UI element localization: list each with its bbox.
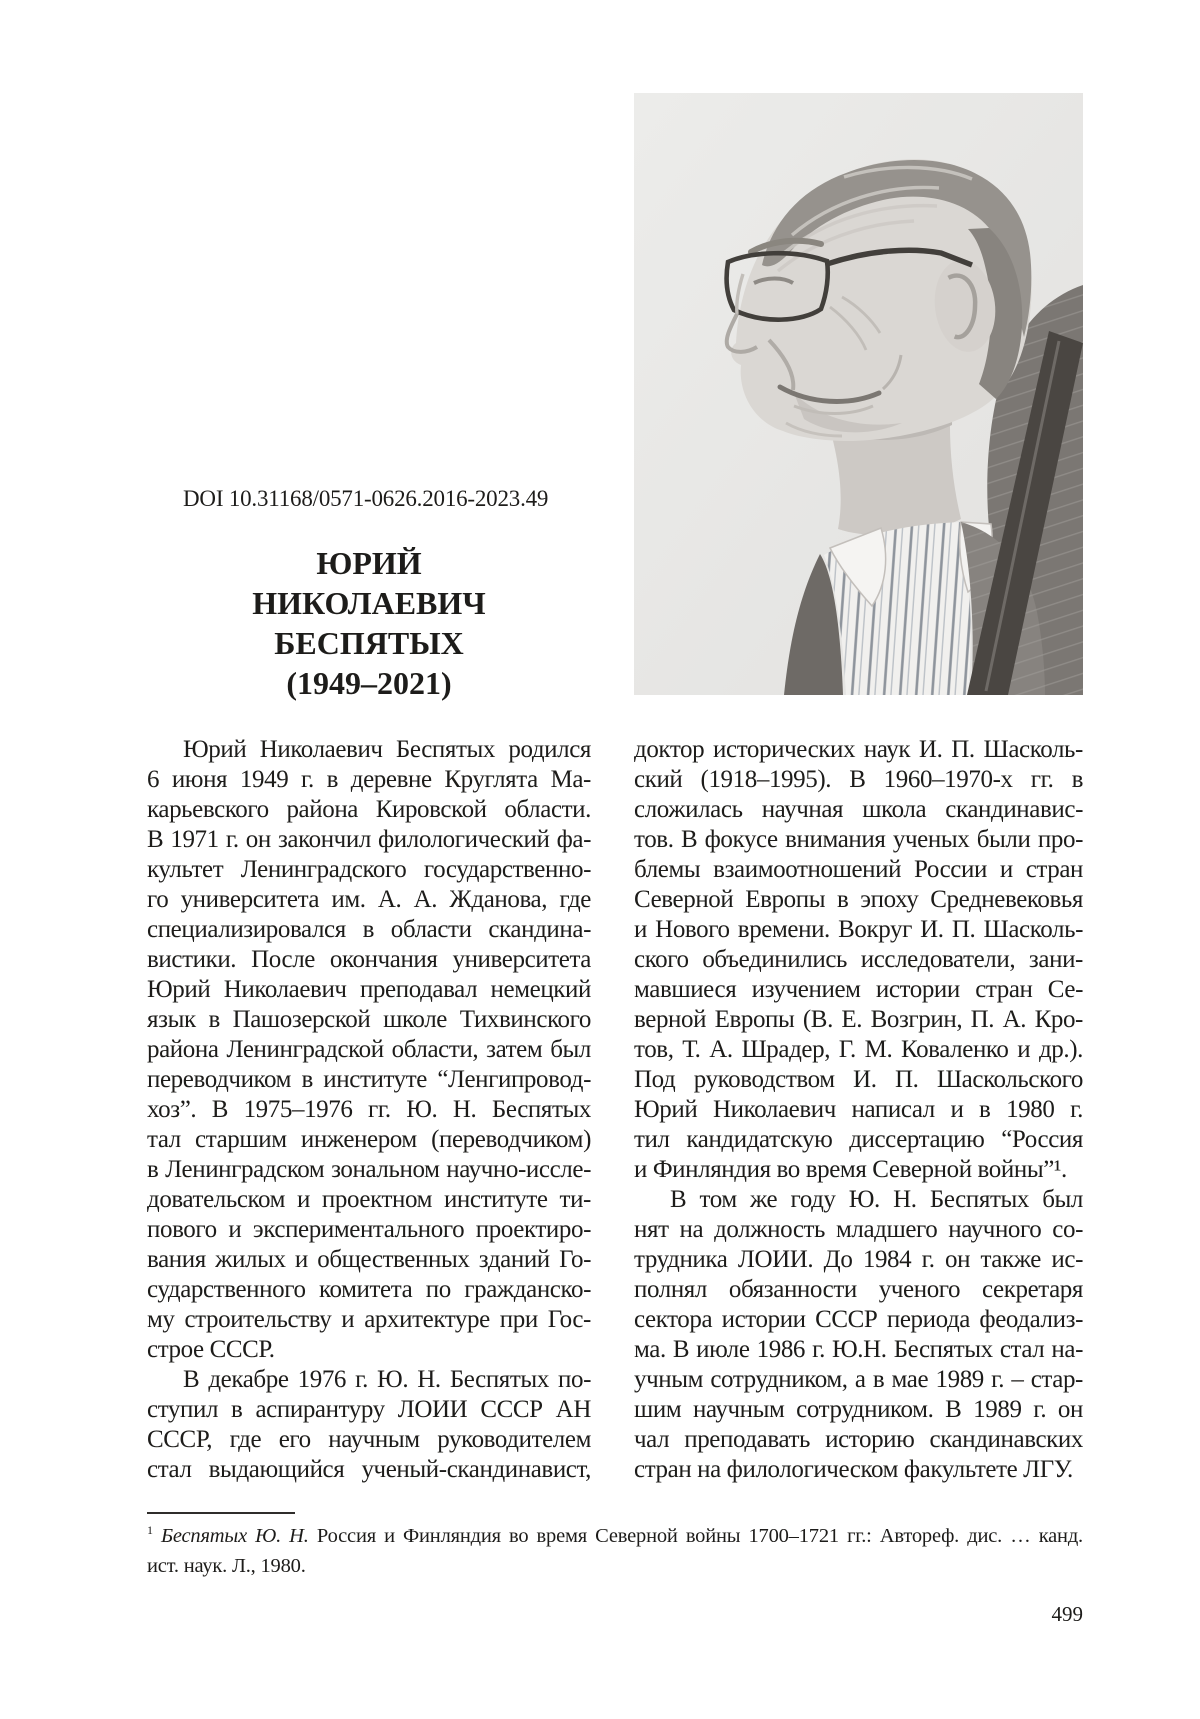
text-line: СССР, где его научным руководителем <box>147 1426 591 1453</box>
footnote-text: Россия и Финляндия во время Северной войны 1700–1721 гг.: Автореф. дис. … канд. <box>316 1525 1083 1547</box>
text-line: ма. В июле 1986 г. Ю.Н. Беспятых стал на- <box>634 1336 1083 1363</box>
text-line: учным сотрудником, а в мае 1989 г. – стар- <box>634 1366 1083 1393</box>
text-line: вистики. После окончания университета <box>147 946 591 973</box>
text-line: Юрий Николаевич написал и в 1980 г. <box>634 1096 1083 1123</box>
text-line: переводчиком в институте “Ленгипровод- <box>147 1066 591 1093</box>
text-line: нят на должность младшего научного со- <box>634 1216 1083 1243</box>
footnote-line-1 <box>147 1521 1083 1551</box>
text-line: специализировался в области скандина- <box>147 916 591 943</box>
text-line: Юрий Николаевич Беспятых родился <box>183 736 591 763</box>
text-line: В 1971 г. он закончил филологический фа- <box>147 826 591 853</box>
text-line: Северной Европы в эпоху Средневековья <box>634 886 1083 913</box>
footnote-author: Беспятых Ю. Н. <box>160 1525 309 1547</box>
footnote-separator <box>147 1512 295 1514</box>
left-column-text <box>147 735 591 1485</box>
text-line: карьевского района Кировской области. <box>147 796 591 823</box>
text-line: района Ленинградской области, затем был <box>147 1036 591 1063</box>
text-line: ступил в аспирантуру ЛОИИ СССР АН <box>147 1396 591 1423</box>
text-line: трудника ЛОИИ. До 1984 г. он также ис- <box>634 1246 1083 1273</box>
footnote <box>147 1521 1083 1581</box>
text-line: чал преподавать историю скандинавских <box>634 1426 1083 1453</box>
text-line: верной Европы (В. Е. Возгрин, П. А. Кро- <box>634 1006 1083 1033</box>
text-line: и Нового времени. Вокруг И. П. Шасколь- <box>634 916 1083 943</box>
text-line: му строительству и архитектуре при Гос- <box>147 1306 591 1333</box>
text-line: стал выдающийся ученый-скандинавист, <box>147 1456 591 1483</box>
text-line: сектора истории СССР периода феодализ- <box>634 1306 1083 1333</box>
text-line: Под руководством И. П. Шаскольского <box>634 1066 1083 1093</box>
text-line: доктор исторических наук И. П. Шасколь- <box>634 736 1083 763</box>
text-line: 6 июня 1949 г. в деревне Круглята Ма- <box>147 766 591 793</box>
text-line: строе СССР. <box>147 1336 275 1363</box>
article-title <box>147 543 591 703</box>
text-line: довательском и проектном институте ти- <box>147 1186 591 1213</box>
text-line: вания жилых и общественных зданий Го- <box>147 1246 591 1273</box>
text-line: ский (1918–1995). В 1960–1970-х гг. в <box>634 766 1083 793</box>
footnote-line-2: ист. наук. Л., 1980. <box>147 1555 306 1577</box>
portrait-photo <box>634 93 1083 695</box>
text-line: ЮРИЙ <box>316 545 422 581</box>
text-line: культет Ленинградского государственно- <box>147 856 591 883</box>
text-line: в Ленинградском зональном научно-иссле- <box>147 1156 591 1183</box>
text-line: В декабре 1976 г. Ю. Н. Беспятых по- <box>183 1366 591 1393</box>
text-line: хоз”. В 1975–1976 гг. Ю. Н. Беспятых <box>147 1096 591 1123</box>
page-number: 499 <box>1051 1602 1083 1626</box>
text-line: НИКОЛАЕВИЧ <box>252 585 486 621</box>
text-line: пового и экспериментального проектиро- <box>147 1216 591 1243</box>
text-line: стран на филологическом факультете ЛГУ. <box>634 1456 1073 1483</box>
text-line: полнял обязанности ученого секретаря <box>634 1276 1083 1303</box>
text-line: тов. В фокусе внимания ученых были про- <box>634 826 1083 853</box>
right-column-text <box>634 735 1083 1485</box>
text-line: БЕСПЯТЫХ <box>274 625 464 661</box>
text-line: ского объединились исследователи, зани- <box>634 946 1083 973</box>
doi-line: DOI 10.31168/0571-0626.2016-2023.49 <box>183 486 549 511</box>
text-line: (1949–2021) <box>286 665 452 701</box>
text-line: и Финляндия во время Северной войны”¹. <box>634 1156 1067 1183</box>
text-line: тил кандидатскую диссертацию “Россия <box>634 1126 1083 1153</box>
text-line: мавшиеся изучением истории стран Се- <box>634 976 1083 1003</box>
text-line: Юрий Николаевич преподавал немецкий <box>147 976 591 1003</box>
text-line: блемы взаимоотношений России и стран <box>634 856 1083 883</box>
text-line: шим научным сотрудником. В 1989 г. он <box>634 1396 1083 1423</box>
text-line: тал старшим инженером (переводчиком) <box>147 1126 591 1153</box>
text-line: го университета им. А. А. Жданова, где <box>147 886 591 913</box>
text-line: тов, Т. А. Шрадер, Г. М. Коваленко и др.). <box>634 1036 1083 1063</box>
text-line: сударственного комитета по гражданско- <box>147 1276 591 1303</box>
text-line: сложилась научная школа скандинавис- <box>634 796 1083 823</box>
footnote-marker: 1 <box>147 1523 153 1538</box>
text-line: В том же году Ю. Н. Беспятых был <box>670 1186 1083 1213</box>
text-line: язык в Пашозерской школе Тихвинского <box>147 1006 591 1033</box>
